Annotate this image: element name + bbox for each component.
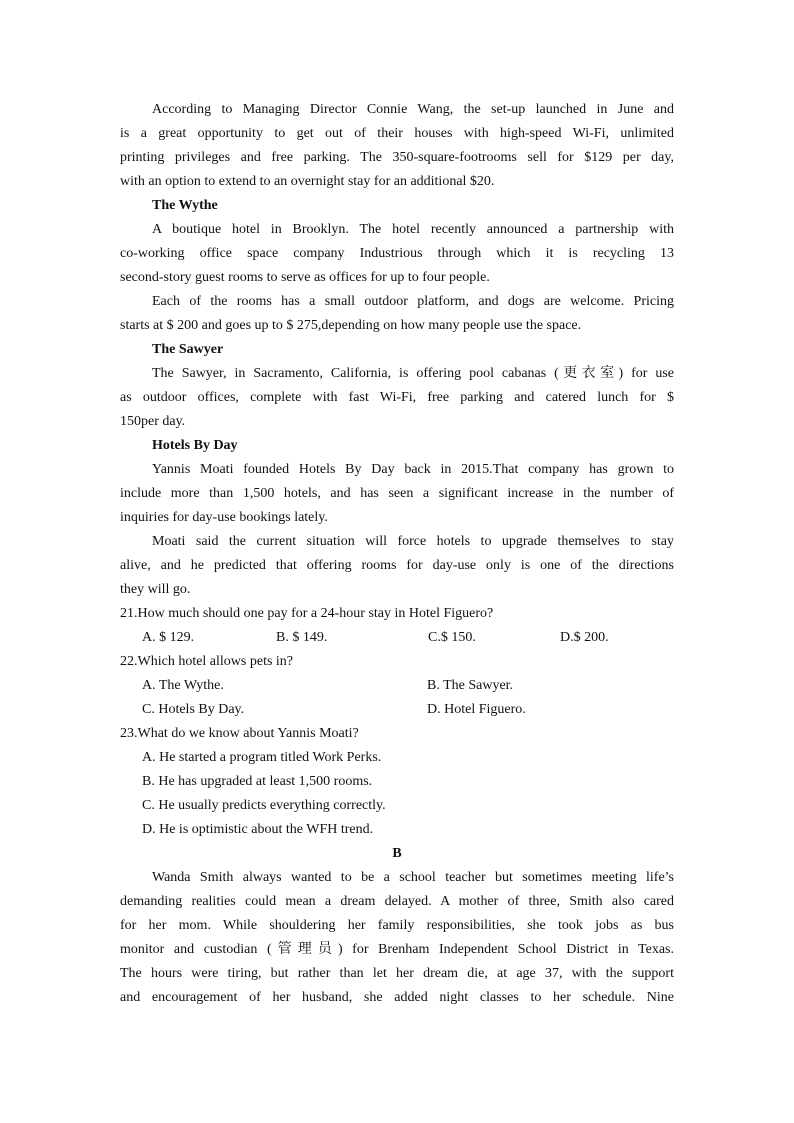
question-23 — [120, 722, 674, 842]
question-stem: 22.Which hotel allows pets in? — [120, 654, 294, 669]
question-stem: 21.How much should one pay for a 24-hour stay in Hotel Figuero? — [120, 606, 494, 621]
option-a: A. $ 129. — [142, 630, 195, 645]
heading-hotels-by-day: Hotels By Day — [152, 438, 238, 453]
option-c: C. He usually predicts everything correctly. — [142, 798, 386, 813]
option-c: C. Hotels By Day. — [142, 702, 245, 717]
text-line: they will go. — [120, 582, 191, 597]
text-line: The hours were tiring, but rather than let her dream die, at age 37, with the support — [120, 966, 674, 981]
text-line: with an option to extend to an overnight stay for an additional $20. — [120, 174, 495, 189]
option-c: C.$ 150. — [428, 630, 476, 645]
text-line: inquiries for day-use bookings lately. — [120, 510, 328, 525]
section-heading-b: B — [392, 846, 402, 861]
text-line: alive, and he predicted that offering rooms for day-use only is one of the directions — [120, 558, 674, 573]
heading-the-wythe: The Wythe — [152, 198, 218, 213]
question-options — [120, 698, 674, 722]
question-options — [120, 626, 674, 650]
text-line: A boutique hotel in Brooklyn. The hotel recently announced a partnership with — [152, 222, 674, 237]
text-line: for her mom. While shouldering her family responsibilities, she took jobs as bus — [120, 918, 674, 933]
question-stem: 23.What do we know about Yannis Moati? — [120, 726, 359, 741]
paragraph-hotels-by-day-prediction — [120, 530, 674, 602]
question-options — [120, 674, 674, 698]
text-line: According to Managing Director Connie Wang, the set-up launched in June and — [152, 102, 674, 117]
option-b: B. The Sawyer. — [427, 678, 514, 693]
text-line: and encouragement of her husband, she added night classes to her schedule. Nine — [120, 990, 674, 1005]
paragraph-wythe-intro — [120, 218, 674, 290]
option-d: D. He is optimistic about the WFH trend. — [142, 822, 374, 837]
heading-the-sawyer: The Sawyer — [152, 342, 224, 357]
text-line: co-working office space company Industrious through which it is recycling 13 — [120, 246, 674, 261]
paragraph-hotels-by-day-founding — [120, 458, 674, 530]
text-line: include more than 1,500 hotels, and has seen a significant increase in the number of — [120, 486, 674, 501]
document-page — [120, 98, 674, 1010]
text-line: Each of the rooms has a small outdoor platform, and dogs are welcome. Pricing — [152, 294, 674, 309]
text-line: starts at $ 200 and goes up to $ 275,depending on how many people use the space. — [120, 318, 582, 333]
text-line: second-story guest rooms to serve as offices for up to four people. — [120, 270, 490, 285]
text-line: Wanda Smith always wanted to be a school teacher but sometimes meeting life’s — [152, 870, 674, 885]
text-line: is a great opportunity to get out of their houses with high-speed Wi-Fi, unlimited — [120, 126, 674, 141]
question-21 — [120, 602, 674, 650]
option-a: A. He started a program titled Work Perks. — [142, 750, 382, 765]
question-22 — [120, 650, 674, 722]
text-line: Yannis Moati founded Hotels By Day back in 2015.That company has grown to — [152, 462, 674, 477]
text-line: 150per day. — [120, 414, 186, 429]
text-line: The Sawyer, in Sacramento, California, is offering pool cabanas (更衣室) for use — [152, 366, 674, 381]
option-d: D.$ 200. — [560, 630, 609, 645]
paragraph-hotel-figuero-details — [120, 98, 674, 194]
text-line: printing privileges and free parking. The 350-square-footrooms sell for $129 per day, — [120, 150, 674, 165]
text-line: Moati said the current situation will force hotels to upgrade themselves to stay — [152, 534, 674, 549]
option-b: B. He has upgraded at least 1,500 rooms. — [142, 774, 373, 789]
paragraph-wythe-pricing — [120, 290, 674, 338]
option-d: D. Hotel Figuero. — [427, 702, 526, 717]
option-a: A. The Wythe. — [142, 678, 224, 693]
text-line: as outdoor offices, complete with fast Wi-Fi, free parking and catered lunch for $ — [120, 390, 674, 405]
text-line: demanding realities could mean a dream delayed. A mother of three, Smith also cared — [120, 894, 674, 909]
text-line: monitor and custodian (管理员) for Brenham Independent School District in Texas. — [120, 942, 674, 957]
option-b: B. $ 149. — [276, 630, 328, 645]
paragraph-wanda-smith — [120, 866, 674, 1010]
paragraph-sawyer — [120, 362, 674, 434]
